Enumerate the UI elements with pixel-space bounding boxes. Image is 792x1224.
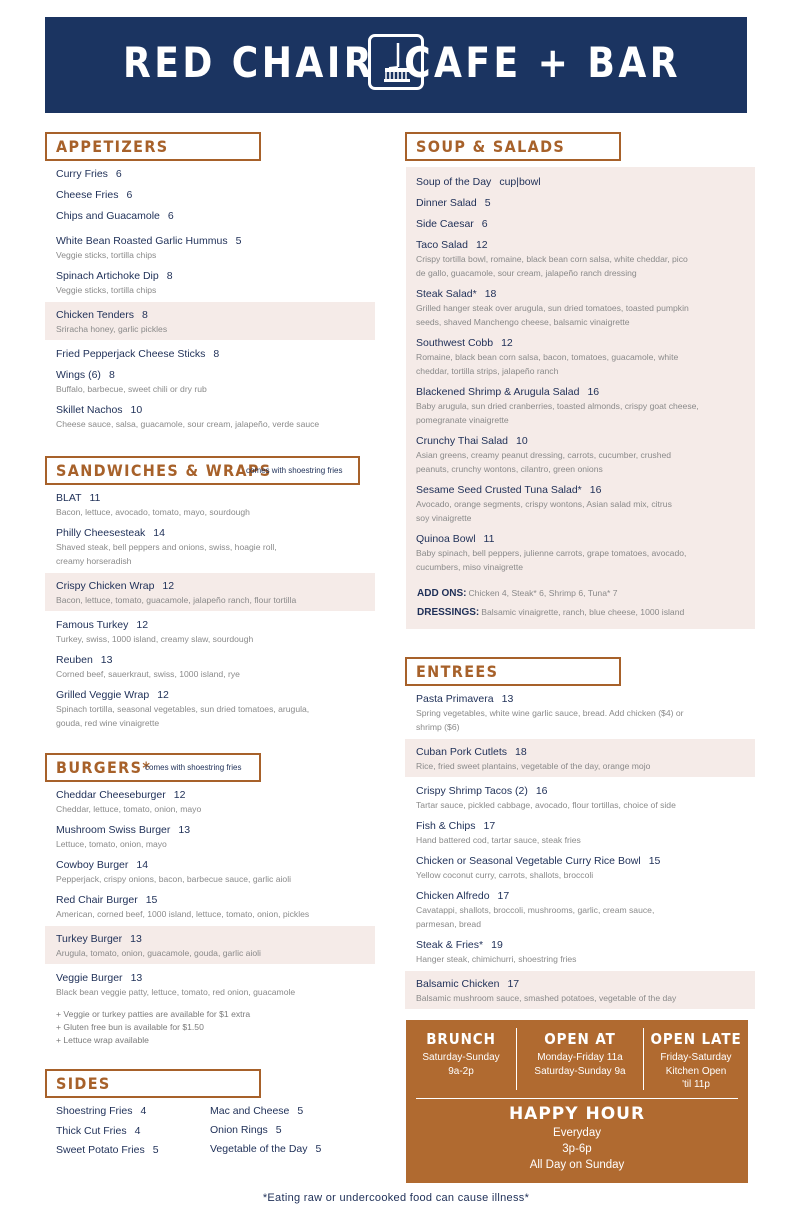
item-name: Shoestring Fries — [56, 1105, 133, 1117]
item-description: cucumbers, miso vinaigrette — [416, 562, 523, 572]
item-description: Cavatappi, shallots, broccoli, mushrooms, garlic, cream sauce, — [416, 905, 655, 915]
soups-header — [405, 132, 621, 161]
item-description: Baby arugula, sun dried cranberries, toasted almonds, crispy goat cheese, — [416, 401, 699, 411]
menu-item — [416, 434, 671, 476]
item-description: Corned beef, sauerkraut, swiss, 1000 island, rye — [56, 669, 240, 679]
item-name: Soup of the Day — [416, 176, 492, 188]
hours-line: 3p-6p — [562, 1143, 592, 1155]
item-description: Crispy tortilla bowl, romaine, black bean corn salsa, white cheddar, pico — [416, 254, 688, 264]
item-name: Vegetable of the Day — [210, 1143, 308, 1155]
item-description: Avocado, orange segments, crispy wontons, Asian salad mix, citrus — [416, 499, 672, 509]
item-price: 11 — [483, 533, 495, 545]
menu-item — [45, 573, 375, 611]
item-name: Quinoa Bowl — [416, 533, 476, 545]
item-description: Arugula, tomato, onion, guacamole, gouda, garlic aioli — [56, 948, 261, 958]
item-name: Crispy Chicken Wrap — [56, 580, 155, 592]
item-price: 17 — [497, 890, 510, 902]
item-price: 5 — [297, 1105, 304, 1117]
item-price: 6 — [167, 210, 174, 222]
item-price: 17 — [507, 978, 520, 990]
item-description: Sriracha honey, garlic pickles — [56, 324, 168, 334]
item-name: Crispy Shrimp Tacos (2) — [416, 785, 528, 797]
menu-item — [416, 532, 686, 574]
item-name: Sesame Seed Crusted Tuna Salad* — [416, 484, 582, 496]
item-price: 16 — [535, 785, 548, 797]
hours-title: OPEN LATE — [650, 1030, 742, 1048]
menu-item — [56, 971, 295, 999]
item-description: Shaved steak, bell peppers and onions, swiss, hoagie roll, — [56, 542, 277, 552]
item-name: Mac and Cheese — [210, 1105, 290, 1117]
item-description: Buffalo, barbecue, sweet chili or dry rub — [56, 384, 207, 394]
item-description: Spring vegetables, white wine garlic sauce, bread. Add chicken ($4) or — [416, 708, 684, 718]
item-price: 11 — [89, 492, 101, 504]
item-name: Southwest Cobb — [416, 337, 494, 349]
menu-item — [416, 483, 672, 525]
section-title: SANDWICHES & WRAPS — [56, 461, 272, 480]
item-price: 19 — [491, 939, 503, 951]
dressings-line — [417, 607, 684, 618]
side-item — [210, 1105, 303, 1117]
item-price: 5 — [275, 1124, 282, 1136]
item-description: parmesan, bread — [416, 919, 481, 929]
side-item — [210, 1124, 282, 1136]
section-title: SOUP & SALADS — [416, 137, 566, 156]
entrees-header — [405, 657, 621, 686]
item-description: gouda, red wine vinaigrette — [56, 718, 160, 728]
burger-notes — [56, 1008, 250, 1047]
menu-item — [56, 618, 253, 646]
burgers-header — [45, 753, 261, 782]
item-price: 16 — [587, 386, 600, 398]
menu-item — [416, 196, 491, 210]
hours-line: Saturday-Sunday 9a — [534, 1065, 626, 1077]
header-banner — [45, 17, 747, 113]
menu-item — [416, 692, 684, 734]
item-name: Curry Fries — [56, 168, 108, 180]
menu-item — [56, 823, 190, 851]
menu-item — [416, 854, 660, 882]
item-price: 4 — [140, 1105, 147, 1117]
happy-hour — [406, 1104, 748, 1173]
side-item — [56, 1144, 159, 1156]
item-description: Tartar sauce, pickled cabbage, avocado, flour tortillas, choice of side — [416, 800, 676, 810]
item-name: Chicken Tenders — [56, 309, 135, 321]
item-name: Steak & Fries* — [416, 939, 484, 951]
menu-item — [56, 788, 201, 816]
item-description: seeds, shaved Manchengo cheese, balsamic vinaigrette — [416, 317, 630, 327]
dressings-label: DRESSINGS: — [417, 607, 480, 618]
open-at-hours — [517, 1030, 643, 1078]
item-price: 13 — [178, 824, 191, 836]
item-name: Chips and Guacamole — [56, 210, 160, 222]
item-name: Blackened Shrimp & Arugula Salad — [416, 386, 580, 398]
item-price: 10 — [130, 404, 143, 416]
item-price: 14 — [136, 859, 149, 871]
item-name: Famous Turkey — [56, 619, 129, 631]
menu-item — [416, 385, 699, 427]
menu-item — [56, 209, 174, 223]
menu-item — [56, 858, 291, 886]
item-description: Black bean veggie patty, lettuce, tomato, red onion, guacamole — [56, 987, 296, 997]
item-price: 15 — [648, 855, 661, 867]
item-description: Asian greens, creamy peanut dressing, carrots, cucumber, crushed — [416, 450, 672, 460]
menu-item — [416, 889, 654, 931]
item-price: 18 — [484, 288, 497, 300]
item-name: Red Chair Burger — [56, 894, 138, 906]
menu-item — [416, 819, 581, 847]
item-description: Hanger steak, chimichurri, shoestring fries — [416, 954, 577, 964]
item-description: Hand battered cod, tartar sauce, steak fries — [416, 835, 581, 845]
menu-item — [416, 238, 688, 280]
menu-item — [56, 234, 241, 262]
menu-item — [56, 269, 173, 297]
menu-item — [56, 347, 219, 361]
item-description: Veggie sticks, tortilla chips — [56, 250, 157, 260]
side-item — [210, 1143, 321, 1155]
add-ons-text: Chicken 4, Steak* 6, Shrimp 6, Tuna* 7 — [468, 588, 618, 598]
item-name: Mushroom Swiss Burger — [56, 824, 171, 836]
item-name: Onion Rings — [210, 1124, 268, 1136]
item-price: 18 — [515, 746, 527, 758]
item-name: Balsamic Chicken — [416, 978, 500, 990]
item-name: Fish & Chips — [416, 820, 476, 832]
add-ons-label: ADD ONS: — [417, 588, 467, 599]
item-name: Cuban Pork Cutlets — [416, 746, 508, 758]
item-name: Cheddar Cheeseburger — [56, 789, 166, 801]
item-price: cup|bowl — [499, 176, 541, 188]
menu-item — [56, 167, 122, 181]
menu-item — [405, 971, 755, 1009]
item-description: Pepperjack, crispy onions, bacon, barbecue sauce, garlic aioli — [56, 874, 292, 884]
side-item — [56, 1125, 140, 1137]
item-description: Yellow coconut curry, carrots, shallots, broccoli — [416, 870, 594, 880]
brand-name-right: CAFE + BAR — [404, 38, 681, 87]
item-name: Veggie Burger — [56, 972, 123, 984]
item-name: BLAT — [56, 492, 82, 504]
item-name: Chicken or Seasonal Vegetable Curry Rice Bowl — [416, 855, 641, 867]
item-name: Reuben — [56, 654, 93, 666]
item-description: Turkey, swiss, 1000 island, creamy slaw, sourdough — [56, 634, 254, 644]
item-price: 6 — [115, 168, 122, 180]
item-description: Cheddar, lettuce, tomato, onion, mayo — [56, 804, 202, 814]
item-description: Baby spinach, bell peppers, julienne carrots, grape tomatoes, avocado, — [416, 548, 687, 558]
hours-line: Monday-Friday 11a — [537, 1052, 623, 1063]
item-price: 8 — [108, 369, 115, 381]
item-price: 4 — [134, 1125, 141, 1137]
footer-disclaimer: *Eating raw or undercooked food can cause illness* — [262, 1192, 530, 1204]
divider — [416, 1098, 738, 1099]
section-title: SIDES — [56, 1074, 111, 1093]
item-description: Spinach tortilla, seasonal vegetables, sun dried tomatoes, arugula, — [56, 704, 310, 714]
menu-item — [56, 403, 319, 431]
item-name: Chicken Alfredo — [416, 890, 490, 902]
item-name: Turkey Burger — [56, 933, 123, 945]
section-note: comes with shoestring fries — [145, 763, 242, 772]
menu-item — [56, 893, 309, 921]
item-name: Dinner Salad — [416, 197, 477, 209]
item-price: 12 — [173, 789, 186, 801]
hours-title: BRUNCH — [426, 1030, 496, 1048]
item-description: Balsamic mushroom sauce, smashed potatoes, vegetable of the day — [416, 993, 677, 1003]
appetizers-header — [45, 132, 261, 161]
item-price: 6 — [481, 218, 488, 230]
hours-line: Friday-Saturday — [660, 1052, 732, 1063]
item-price: 13 — [100, 654, 113, 666]
item-name: Cowboy Burger — [56, 859, 129, 871]
hours-line: 9a-2p — [448, 1065, 474, 1077]
item-description: Romaine, black bean corn salsa, bacon, tomatoes, guacamole, white — [416, 352, 679, 362]
item-description: de gallo, guacamole, sour cream, jalapeño ranch dressing — [416, 268, 637, 278]
item-price: 12 — [136, 619, 149, 631]
item-name: Wings (6) — [56, 369, 101, 381]
item-price: 5 — [315, 1143, 322, 1155]
add-ons-line — [417, 588, 618, 599]
item-description: American, corned beef, 1000 island, lettuce, tomato, onion, pickles — [56, 909, 310, 919]
item-price: 6 — [126, 189, 133, 201]
item-price: 17 — [483, 820, 496, 832]
item-price: 13 — [501, 693, 514, 705]
item-price: 12 — [162, 580, 175, 592]
item-name: Pasta Primavera — [416, 693, 494, 705]
item-description: Bacon, lettuce, avocado, tomato, mayo, sourdough — [56, 507, 250, 517]
item-name: Grilled Veggie Wrap — [56, 689, 150, 701]
item-description: cheddar, tortilla strips, jalapeño ranch — [416, 366, 559, 376]
item-description: shrimp ($6) — [416, 722, 460, 732]
item-description: Veggie sticks, tortilla chips — [56, 285, 157, 295]
menu-item — [56, 688, 309, 730]
menu-item — [416, 175, 541, 189]
item-price: 16 — [589, 484, 602, 496]
item-price: 5 — [152, 1144, 159, 1156]
item-name: Thick Cut Fries — [56, 1125, 127, 1137]
hours-line: All Day on Sunday — [529, 1159, 625, 1171]
item-price: 8 — [166, 270, 173, 282]
item-name: White Bean Roasted Garlic Hummus — [56, 235, 228, 247]
section-title: ENTREES — [416, 662, 499, 681]
menu-item — [416, 784, 676, 812]
item-name: Side Caesar — [416, 218, 474, 230]
item-price: 8 — [142, 309, 148, 321]
hours-line: 'til 11p — [682, 1079, 710, 1090]
menu-item — [45, 926, 375, 964]
menu-item — [416, 287, 689, 329]
side-item — [56, 1105, 146, 1117]
dressings-text: Balsamic vinaigrette, ranch, blue cheese, 1000 island — [481, 607, 685, 617]
item-description: Lettuce, tomato, onion, mayo — [56, 839, 167, 849]
item-description: soy vinaigrette — [416, 513, 472, 523]
hours-title: OPEN AT — [544, 1030, 616, 1048]
hours-line: Kitchen Open — [665, 1065, 727, 1077]
item-price: 5 — [235, 235, 242, 247]
hours-title: HAPPY HOUR — [508, 1104, 646, 1124]
item-price: 15 — [145, 894, 158, 906]
item-price: 13 — [130, 972, 143, 984]
item-price: 5 — [484, 197, 491, 209]
burger-note: + Lettuce wrap available — [56, 1035, 149, 1045]
item-description: Cheese sauce, salsa, guacamole, sour cream, jalapeño, verde sauce — [56, 419, 320, 429]
item-name: Crunchy Thai Salad — [416, 435, 509, 447]
menu-item — [56, 526, 277, 568]
menu-item — [405, 739, 755, 777]
item-name: Spinach Artichoke Dip — [56, 270, 159, 282]
menu-item — [56, 653, 240, 681]
menu-item — [416, 336, 678, 378]
open-late-hours — [644, 1030, 748, 1092]
item-name: Sweet Potato Fries — [56, 1144, 145, 1156]
hours-box — [406, 1020, 748, 1183]
section-title: BURGERS* — [56, 758, 152, 777]
item-name: Skillet Nachos — [56, 404, 123, 416]
burger-note: + Gluten free bun is available for $1.50 — [56, 1022, 204, 1032]
sides-header — [45, 1069, 261, 1098]
brand-name-left: RED CHAIR — [123, 38, 375, 87]
item-price: 12 — [501, 337, 513, 349]
sandwiches-header — [45, 456, 360, 485]
menu-item — [56, 188, 132, 202]
item-price: 14 — [153, 527, 165, 539]
section-note: comes with shoestring fries — [246, 466, 343, 475]
item-price: 12 — [475, 239, 488, 251]
item-price: 10 — [516, 435, 528, 447]
section-title: APPETIZERS — [56, 137, 169, 156]
burger-note: + Veggie or turkey patties are available for $1 extra — [56, 1009, 251, 1019]
item-description: Rice, fried sweet plantains, vegetable of the day, orange mojo — [416, 761, 651, 771]
item-description: creamy horseradish — [56, 556, 132, 566]
hours-line: Everyday — [553, 1127, 601, 1139]
item-name: Taco Salad — [416, 239, 468, 251]
brunch-hours — [406, 1030, 516, 1078]
item-price: 8 — [213, 348, 220, 360]
item-name: Cheese Fries — [56, 189, 119, 201]
item-name: Philly Cheesesteak — [56, 527, 146, 539]
item-description: pomegranate vinaigrette — [416, 415, 509, 425]
item-description: Grilled hanger steak over arugula, sun dried tomatoes, toasted pumpkin — [416, 303, 689, 313]
item-name: Fried Pepperjack Cheese Sticks — [56, 348, 206, 360]
menu-item — [45, 302, 375, 340]
hours-line: Saturday-Sunday — [422, 1052, 500, 1063]
menu-item — [56, 368, 207, 396]
menu-item — [56, 491, 250, 519]
item-description: peanuts, crunchy wontons, cilantro, green onions — [416, 464, 603, 474]
item-description: Bacon, lettuce, tomato, guacamole, jalapeño ranch, flour tortilla — [56, 595, 297, 605]
item-price: 12 — [157, 689, 169, 701]
item-name: Steak Salad* — [416, 288, 477, 300]
menu-item — [416, 938, 576, 966]
item-price: 13 — [130, 933, 142, 945]
menu-item — [416, 217, 488, 231]
